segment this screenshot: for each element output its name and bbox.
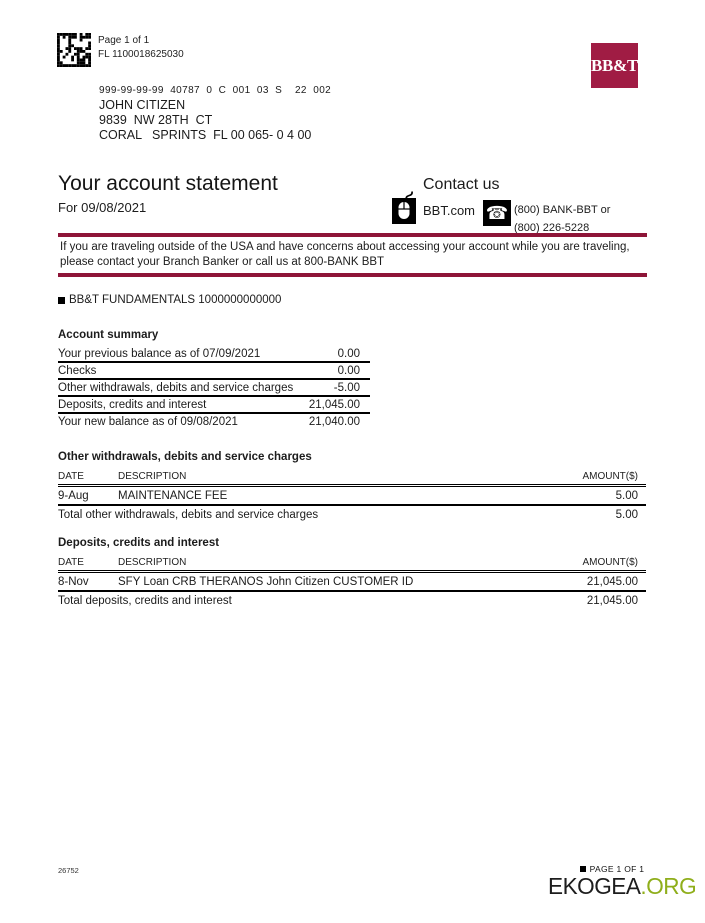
contact-phone-numbers bbox=[514, 202, 610, 237]
page-indicator-label: PAGE 1 OF 1 bbox=[589, 864, 645, 874]
transaction-amount: 21,045.00 bbox=[586, 576, 638, 588]
datamatrix-barcode bbox=[57, 33, 91, 67]
transaction-date: 8-Nov bbox=[58, 576, 89, 588]
summary-label: Your new balance as of 09/08/2021 bbox=[58, 416, 238, 428]
summary-amount: 0.00 bbox=[337, 365, 360, 377]
account-product-label: BB&T FUNDAMENTALS 1000000000000 bbox=[69, 294, 282, 306]
statement-period: For 09/08/2021 bbox=[58, 200, 147, 215]
summary-row-checks bbox=[58, 363, 370, 380]
watermark-tld: .ORG bbox=[640, 873, 697, 899]
table-row bbox=[58, 573, 646, 592]
withdrawals-section bbox=[58, 451, 646, 523]
statement-title: Your account statement bbox=[58, 172, 278, 195]
square-bullet-icon bbox=[580, 866, 586, 872]
column-header-amount: AMOUNT($) bbox=[582, 557, 638, 568]
deposits-total-row bbox=[58, 592, 646, 609]
recipient-account-line: 999-99-99-99 40787 0 C 001 03 S 22 002 bbox=[99, 85, 332, 96]
table-row bbox=[58, 487, 646, 506]
transaction-date: 9-Aug bbox=[58, 490, 89, 502]
page-info bbox=[98, 34, 184, 61]
deposits-section bbox=[58, 537, 646, 609]
summary-amount: 21,040.00 bbox=[308, 416, 360, 428]
recipient-name: JOHN CITIZEN bbox=[99, 98, 186, 112]
contact-us-heading: Contact us bbox=[423, 176, 500, 193]
summary-row-withdrawals bbox=[58, 380, 370, 397]
transaction-amount: 5.00 bbox=[615, 490, 638, 502]
transaction-description: MAINTENANCE FEE bbox=[118, 490, 228, 502]
watermark-name: EKOGEA bbox=[548, 873, 641, 899]
deposits-heading: Deposits, credits and interest bbox=[58, 537, 220, 549]
phone-number-line1: (800) BANK-BBT or bbox=[514, 204, 611, 216]
withdrawals-heading: Other withdrawals, debits and service charges bbox=[58, 451, 312, 463]
telephone-icon: ☎ bbox=[483, 200, 511, 226]
page-info-line1: Page 1 of 1 bbox=[98, 35, 150, 46]
account-summary-section bbox=[58, 329, 370, 429]
website-label: BBT.com bbox=[423, 203, 476, 218]
recipient-city-line: CORAL SPRINTS FL 00 065- 0 4 00 bbox=[99, 128, 312, 142]
column-header-amount: AMOUNT($) bbox=[582, 471, 638, 482]
transaction-description: SFY Loan CRB THERANOS John Citizen CUSTOMER ID bbox=[118, 576, 414, 588]
bbt-logo bbox=[591, 43, 638, 88]
column-header-date: DATE bbox=[58, 557, 84, 568]
account-summary-heading: Account summary bbox=[58, 329, 159, 341]
withdrawals-total-row bbox=[58, 506, 646, 523]
column-header-description: DESCRIPTION bbox=[118, 471, 187, 482]
summary-row-deposits bbox=[58, 397, 370, 414]
bbt-logo-text: BB&T bbox=[591, 55, 638, 75]
total-label: Total other withdrawals, debits and service charges bbox=[58, 509, 319, 521]
footer-right-block bbox=[542, 864, 697, 899]
recipient-street: 9839 NW 28TH CT bbox=[99, 113, 213, 127]
column-header-description: DESCRIPTION bbox=[118, 557, 187, 568]
summary-row-new-balance bbox=[58, 414, 370, 429]
travel-notice-banner: If you are traveling outside of the USA and have concerns about accessing your account while you are traveling, please contact your Branch Banker or call us at 800-BANK BBT bbox=[58, 233, 647, 277]
summary-amount: -5.00 bbox=[333, 382, 360, 394]
computer-mouse-icon bbox=[392, 190, 416, 224]
statement-id: FL 1100018625030 bbox=[98, 48, 184, 60]
recipient-address-block bbox=[99, 84, 331, 143]
ekogea-watermark bbox=[548, 873, 697, 899]
form-number: 26752 bbox=[58, 866, 79, 875]
total-amount: 5.00 bbox=[615, 509, 638, 521]
total-amount: 21,045.00 bbox=[586, 595, 638, 607]
square-bullet-icon bbox=[58, 297, 65, 304]
summary-amount: 21,045.00 bbox=[308, 399, 360, 411]
deposits-table-header bbox=[58, 554, 646, 573]
column-header-date: DATE bbox=[58, 471, 84, 482]
summary-row-previous-balance bbox=[58, 346, 370, 363]
summary-label: Checks bbox=[58, 365, 97, 377]
summary-label: Deposits, credits and interest bbox=[58, 399, 207, 411]
summary-label: Other withdrawals, debits and service charges bbox=[58, 382, 294, 394]
account-product-line bbox=[58, 294, 281, 306]
summary-label: Your previous balance as of 07/09/2021 bbox=[58, 348, 261, 360]
phone-number-line2: (800) 226-5228 bbox=[514, 221, 590, 234]
total-label: Total deposits, credits and interest bbox=[58, 595, 232, 607]
summary-amount: 0.00 bbox=[337, 348, 360, 360]
withdrawals-table-header bbox=[58, 468, 646, 487]
